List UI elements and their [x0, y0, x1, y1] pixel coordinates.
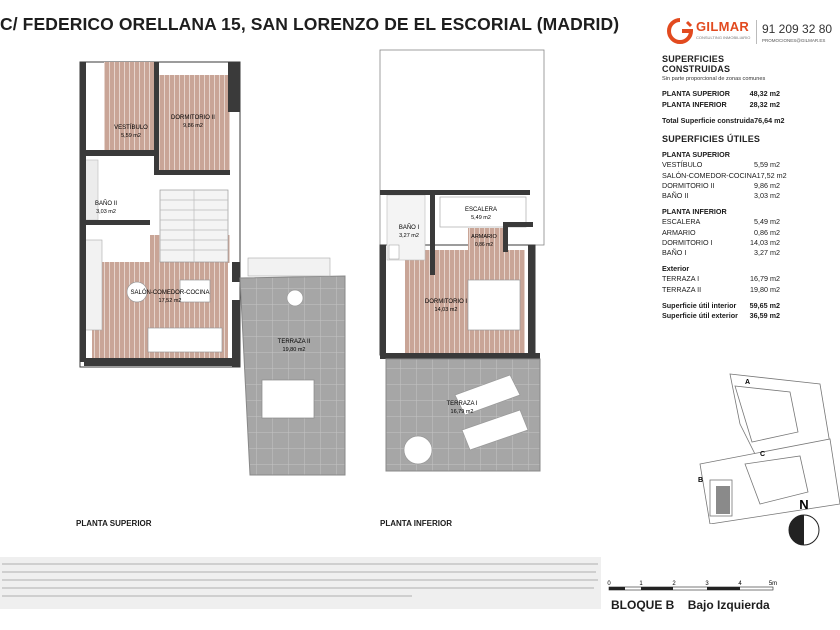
area-armario: 0,86 m2 — [474, 242, 494, 248]
lower-title: PLANTA INFERIOR — [662, 207, 727, 217]
lower-plan-label: PLANTA INFERIOR — [380, 519, 452, 528]
upper-plan-label: PLANTA SUPERIOR — [76, 519, 152, 528]
area-terraza-i: 16,79 m2 — [450, 409, 474, 415]
area-row: PLANTA SUPERIOR 48,32 m2 — [662, 89, 780, 99]
area-dormitorio-ii: 9,86 m2 — [183, 123, 203, 129]
label-armario: ARMARIO — [471, 234, 497, 240]
label-terraza-ii: TERRAZA II — [277, 339, 311, 345]
areas-panel — [662, 54, 787, 321]
logo-name: GILMAR — [696, 19, 750, 34]
label-bano-i: BAÑO I — [398, 225, 420, 231]
lower-plan — [380, 50, 544, 471]
scale-tick: 4 — [738, 581, 742, 587]
scale-tick: 1 — [639, 581, 643, 587]
area-row: ESCALERA 5,49 m2 — [662, 217, 780, 227]
area-row: TERRAZA I 16,79 m2 — [662, 274, 780, 284]
area-row: BAÑO II 3,03 m2 — [662, 191, 780, 201]
disclaimer-box — [0, 557, 601, 609]
constructed-title: SUPERFICIES CONSTRUIDAS — [662, 54, 731, 75]
site-label-c: C — [760, 451, 766, 458]
label-dormitorio-i: DORMITORIO I — [424, 299, 468, 305]
scale-tick: 0 — [607, 581, 611, 587]
block-label: BLOQUE B — [611, 598, 675, 612]
site-label-b: B — [698, 477, 704, 484]
north-label: N — [799, 497, 809, 512]
area-row: VESTÍBULO 5,59 m2 — [662, 160, 780, 170]
upper-title: PLANTA SUPERIOR — [662, 150, 730, 160]
scale-tick: 5m — [768, 581, 778, 587]
useful-title: SUPERFICIES ÚTILES — [662, 134, 761, 145]
area-dormitorio-i: 14,03 m2 — [434, 307, 458, 313]
area-terraza-ii: 19,80 m2 — [282, 347, 306, 353]
logo-phone: 91 209 32 80 — [762, 22, 833, 36]
area-bano-i: 3,27 m2 — [399, 233, 419, 239]
area-vestibulo: 5,59 m2 — [121, 133, 141, 139]
area-row: ARMARIO 0,86 m2 — [662, 227, 780, 237]
block-b-highlight — [716, 486, 730, 514]
label-escalera: ESCALERA — [464, 207, 498, 213]
area-row: DORMITORIO II 9,86 m2 — [662, 180, 780, 190]
area-salon: 17,52 m2 — [158, 298, 182, 304]
area-row: DORMITORIO I 14,03 m2 — [662, 237, 780, 247]
label-bano-ii: BAÑO II — [94, 201, 118, 207]
exterior-title: Exterior — [662, 264, 690, 274]
label-vestibulo: VESTÍBULO — [114, 125, 148, 131]
upper-plan — [80, 62, 345, 475]
label-salon: SALÓN-COMEDOR-COCINA — [130, 290, 210, 296]
useful-exterior-total: Superficie útil exterior 36,59 m2 — [662, 311, 780, 321]
page-title: C/ FEDERICO ORELLANA 15, SAN LORENZO DE EL ESCORIAL (MADRID) — [0, 14, 620, 34]
site-label-a: A — [745, 379, 751, 386]
constructed-total: Total Superficie construida 76,64 m2 — [662, 115, 785, 125]
company-logo — [667, 16, 833, 50]
area-row: SALÓN-COMEDOR-COCINA 17,52 m2 — [662, 170, 787, 180]
useful-interior-total: Superficie útil interior 59,65 m2 — [662, 300, 780, 310]
label-terraza-i: TERRAZA I — [446, 401, 478, 407]
scale-tick: 2 — [672, 581, 676, 587]
area-bano-ii: 3,03 m2 — [96, 209, 116, 215]
unit-label: Bajo Izquierda — [687, 598, 770, 612]
logo-web: PROMOCIONES@GILMAR.ES — [762, 38, 826, 43]
unit-caption — [611, 598, 770, 612]
scale-bar — [607, 578, 787, 596]
floor-plans — [0, 44, 660, 544]
logo-subtitle: CONSULTING INMOBILIARIO — [696, 35, 751, 40]
label-dormitorio-ii: DORMITORIO II — [171, 115, 215, 121]
scale-tick: 3 — [705, 581, 709, 587]
north-arrow-icon — [787, 496, 821, 550]
upper-stairs — [160, 190, 228, 262]
area-row: TERRAZA II 19,80 m2 — [662, 284, 780, 294]
gilmar-logo-icon — [667, 18, 693, 44]
area-escalera: 5,49 m2 — [471, 215, 491, 221]
constructed-note: Sin parte proporcional de zonas comunes — [662, 76, 766, 83]
area-row: BAÑO I 3,27 m2 — [662, 248, 780, 258]
logo-divider — [756, 20, 757, 44]
area-row: PLANTA INFERIOR 28,32 m2 — [662, 99, 780, 109]
